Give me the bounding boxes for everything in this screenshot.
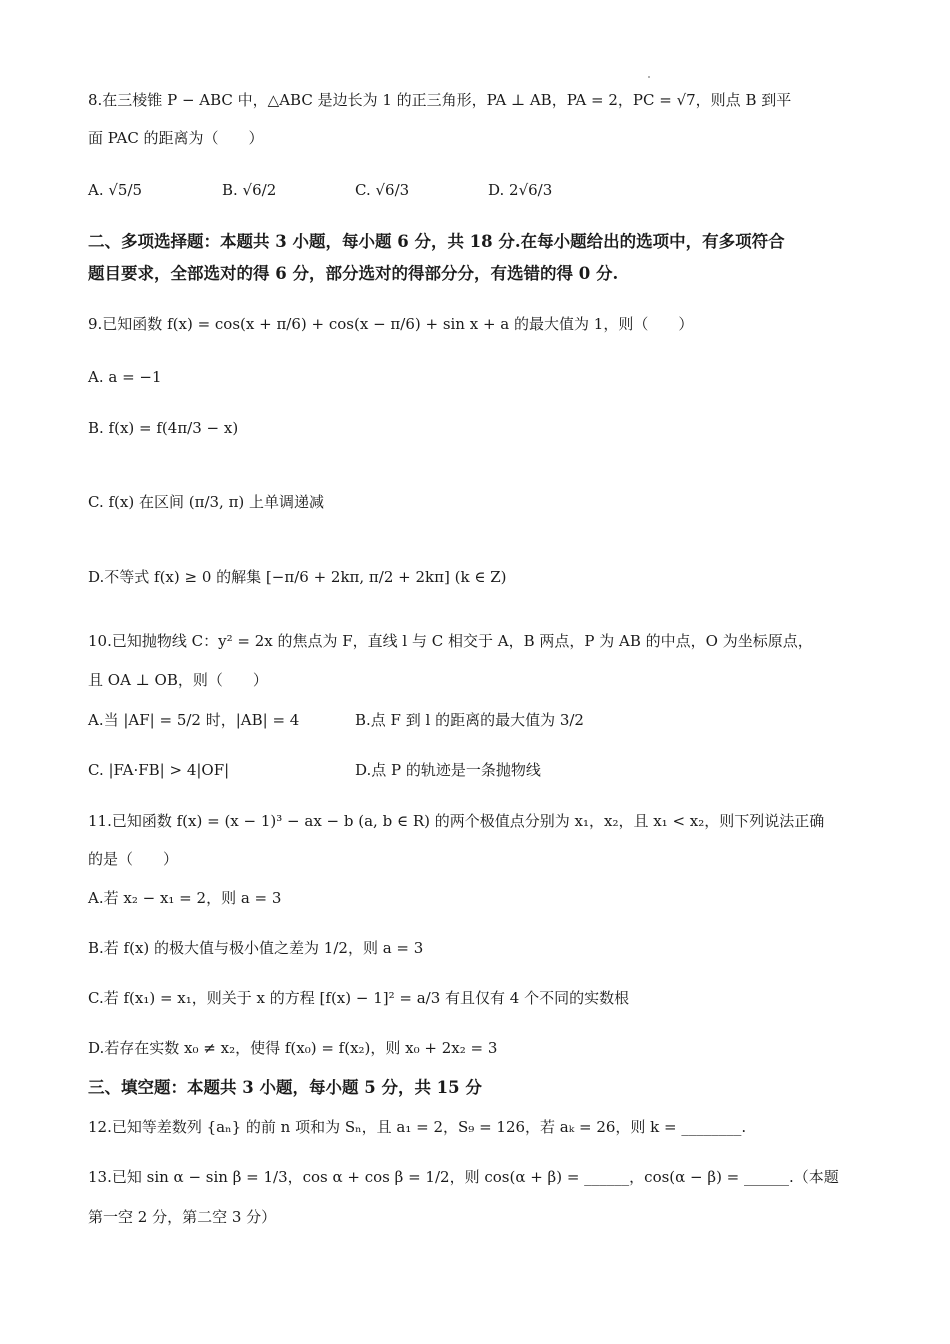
- q8-option-c: C. √6/3: [355, 181, 410, 199]
- q11-option-b: B.若 f(x) 的极大值与极小值之差为 1/2，则 a = 3: [88, 939, 424, 957]
- q8-stem-line2: 面 PAC 的距离为（ ）: [88, 129, 264, 147]
- q10-option-c: C. |FA·FB| > 4|OF|: [88, 761, 230, 779]
- q10-option-b: B.点 F 到 l 的距离的最大值为 3/2: [355, 711, 584, 729]
- stray-dot: [648, 76, 650, 78]
- q11-stem-line1: 11.已知函数 f(x) = (x − 1)³ − ax − b (a, b ∈ R) 的两个极值点分别为 x₁，x₂，且 x₁ < x₂，则下列说法正确: [88, 812, 825, 830]
- q9-option-c: C. f(x) 在区间 (π/3, π) 上单调递减: [88, 493, 325, 511]
- section3-header: 三、填空题：本题共 3 小题，每小题 5 分，共 15 分: [88, 1078, 482, 1097]
- q10-option-d: D.点 P 的轨迹是一条抛物线: [355, 761, 541, 779]
- q8-option-a: A. √5/5: [88, 181, 143, 199]
- q12-text: 12.已知等差数列 {aₙ} 的前 n 项和为 Sₙ，且 a₁ = 2，S₉ = 126，若 aₖ = 26，则 k = ________.: [88, 1118, 747, 1136]
- section2-header-line2: 题目要求，全部选对的得 6 分，部分选对的得部分分，有选错的得 0 分.: [88, 264, 619, 283]
- q9-option-a: A. a = −1: [88, 368, 162, 386]
- q10-stem-line1: 10.已知抛物线 C：y² = 2x 的焦点为 F，直线 l 与 C 相交于 A，B 两点，P 为 AB 的中点，O 为坐标原点，: [88, 632, 813, 650]
- q11-option-a: A.若 x₂ − x₁ = 2，则 a = 3: [88, 889, 282, 907]
- q11-option-d: D.若存在实数 x₀ ≠ x₂，使得 f(x₀) = f(x₂)，则 x₀ + 2x₂ = 3: [88, 1039, 498, 1057]
- section2-header-line1: 二、多项选择题：本题共 3 小题，每小题 6 分，共 18 分.在每小题给出的选项中，有多项符合: [88, 232, 785, 251]
- q8-option-d: D. 2√6/3: [488, 181, 553, 199]
- q11-stem-line2: 的是（ ）: [88, 850, 179, 868]
- q13-line2: 第一空 2 分，第二空 3 分）: [88, 1208, 277, 1226]
- q13-line1: 13.已知 sin α − sin β = 1/3，cos α + cos β = 1/2，则 cos(α + β) = ______，cos(α − β) = ______.（本题: [88, 1168, 839, 1186]
- q8-stem-line1: 8.在三棱锥 P − ABC 中，△ABC 是边长为 1 的正三角形，PA ⊥ AB，PA = 2，PC = √7，则点 B 到平: [88, 91, 792, 109]
- q9-option-d: D.不等式 f(x) ≥ 0 的解集 [−π/6 + 2kπ, π/2 + 2kπ] (k ∈ Z): [88, 568, 507, 586]
- q10-option-a: A.当 |AF| = 5/2 时，|AB| = 4: [88, 711, 300, 729]
- q9-stem: 9.已知函数 f(x) = cos(x + π/6) + cos(x − π/6) + sin x + a 的最大值为 1，则（ ）: [88, 315, 694, 333]
- q8-option-b: B. √6/2: [222, 181, 277, 199]
- q11-option-c: C.若 f(x₁) = x₁，则关于 x 的方程 [f(x) − 1]² = a/3 有且仅有 4 个不同的实数根: [88, 989, 630, 1007]
- q9-option-b: B. f(x) = f(4π/3 − x): [88, 419, 239, 437]
- q10-stem-line2: 且 OA ⊥ OB，则（ ）: [88, 671, 268, 689]
